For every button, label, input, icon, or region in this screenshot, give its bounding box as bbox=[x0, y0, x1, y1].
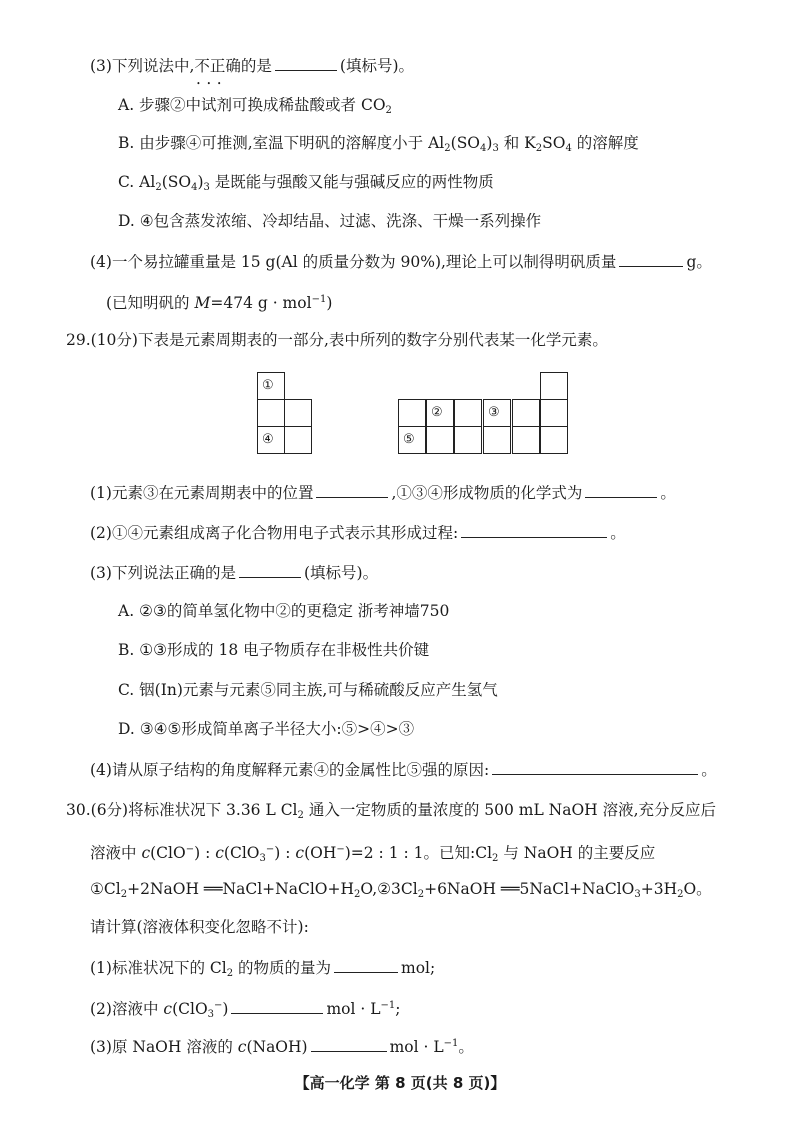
table-cell bbox=[512, 426, 540, 454]
table-cell: ① bbox=[257, 372, 285, 400]
q28-option-a: A. 步骤②中试剂可换成稀盐酸或者 $CO_2$ bbox=[118, 96, 392, 116]
table-cell: ④ bbox=[257, 426, 285, 454]
q29-option-c: C. 铟(In)元素与元素⑤同主族,可与稀硫酸反应产生氢气 bbox=[118, 681, 498, 699]
table-cell: ⑤ bbox=[398, 426, 426, 454]
q28-part3-stem: (3)下列说法中,不正确 • • •的是 (填标号)。 bbox=[90, 54, 414, 77]
table-cell bbox=[454, 426, 482, 454]
answer-blank[interactable] bbox=[231, 997, 323, 1014]
q29-part3: (3)下列说法正确的是 (填标号)。 bbox=[90, 561, 378, 584]
answer-blank[interactable] bbox=[492, 758, 698, 775]
q28-part4-note: (已知明矾的 M=474 g · mol$^{-1}$) bbox=[106, 294, 333, 312]
table-cell bbox=[483, 426, 511, 454]
q29-option-b: B. ①③形成的 18 电子物质存在非极性共价键 bbox=[118, 641, 430, 659]
q30-ratio-line: 溶液中 c(ClO−) : c(ClO$_3$−) : c(OH−)=2 : 1 : 1。已知$:Cl_2$ 与 NaOH 的主要反应 bbox=[90, 844, 656, 864]
table-cell bbox=[284, 426, 312, 454]
q28-option-d: D. ④包含蒸发浓缩、冷却结晶、过滤、洗涤、干燥一系列操作 bbox=[118, 212, 542, 230]
table-cell bbox=[540, 372, 568, 400]
table-cell: ③ bbox=[483, 399, 511, 427]
q29-part4: (4)请从原子结构的角度解释元素④的金属性比⑤强的原因: 。 bbox=[90, 758, 717, 781]
q30-header: 30.(6分)将标准状况下 3.36 L $Cl_2$ 通入一定物质的量浓度的 500 mL NaOH 溶液,充分反应后 bbox=[66, 801, 717, 821]
q29-header: 29.(10分)下表是元素周期表的一部分,表中所列的数字分别代表某一化学元素。 bbox=[66, 331, 608, 349]
answer-blank[interactable] bbox=[334, 956, 398, 973]
table-cell bbox=[540, 426, 568, 454]
answer-blank[interactable] bbox=[275, 54, 337, 71]
table-cell bbox=[284, 399, 312, 427]
q28-option-b: B. 由步骤④可推测,室温下明矾的溶解度小于 $Al_2(SO_4)_3$ 和 $K_2SO_4$ 的溶解度 bbox=[118, 134, 639, 154]
answer-blank[interactable] bbox=[239, 561, 301, 578]
page-footer: 【高一化学 第 8 页(共 8 页)】 bbox=[294, 1074, 506, 1092]
answer-blank[interactable] bbox=[311, 1035, 387, 1052]
q29-option-d: D. ③④⑤形成简单离子半径大小:⑤>④>③ bbox=[118, 720, 415, 738]
answer-blank[interactable] bbox=[316, 481, 388, 498]
q28-part4: (4)一个易拉罐重量是 15 g(Al 的质量分数为 90%),理论上可以制得明矾质量 g。 bbox=[90, 250, 712, 273]
table-cell bbox=[257, 399, 285, 427]
table-cell bbox=[454, 399, 482, 427]
table-cell: ② bbox=[426, 399, 454, 427]
periodic-table-fragment bbox=[257, 372, 569, 456]
answer-blank[interactable] bbox=[461, 521, 607, 538]
answer-blank[interactable] bbox=[619, 250, 683, 267]
q29-part1: (1)元素③在元素周期表中的位置 ,①③④形成物质的化学式为 。 bbox=[90, 481, 676, 504]
q30-note: 请计算(溶液体积变化忽略不计): bbox=[90, 918, 309, 936]
table-cell bbox=[426, 426, 454, 454]
table-cell bbox=[512, 399, 540, 427]
answer-blank[interactable] bbox=[585, 481, 657, 498]
q28-option-c: C. $Al_2(SO_4)_3$ 是既能与强酸又能与强碱反应的两性物质 bbox=[118, 173, 494, 193]
q29-part2: (2)①④元素组成离子化合物用电子式表示其形成过程: 。 bbox=[90, 521, 626, 544]
q29-option-a: A. ②③的简单氢化物中②的更稳定 浙考神墙750 bbox=[118, 602, 450, 620]
q30-equations: $①Cl_2+2NaOH$ $══NaCl+NaClO+H_2O,②3Cl_2+6NaOH$ $══5NaCl+NaClO_3+3H_2O$。 bbox=[90, 880, 712, 900]
q30-part3: (3)原 NaOH 溶液的 c(NaOH) mol · $L^{-1}$。 bbox=[90, 1033, 474, 1058]
q30-part2: (2)溶液中 c(ClO$_3$−) mol · $L^{-1}$; bbox=[90, 995, 401, 1026]
table-cell bbox=[540, 399, 568, 427]
table-cell bbox=[398, 399, 426, 427]
q30-part1: (1)标准状况下的 $Cl_2$ 的物质的量为 mol; bbox=[90, 956, 435, 985]
